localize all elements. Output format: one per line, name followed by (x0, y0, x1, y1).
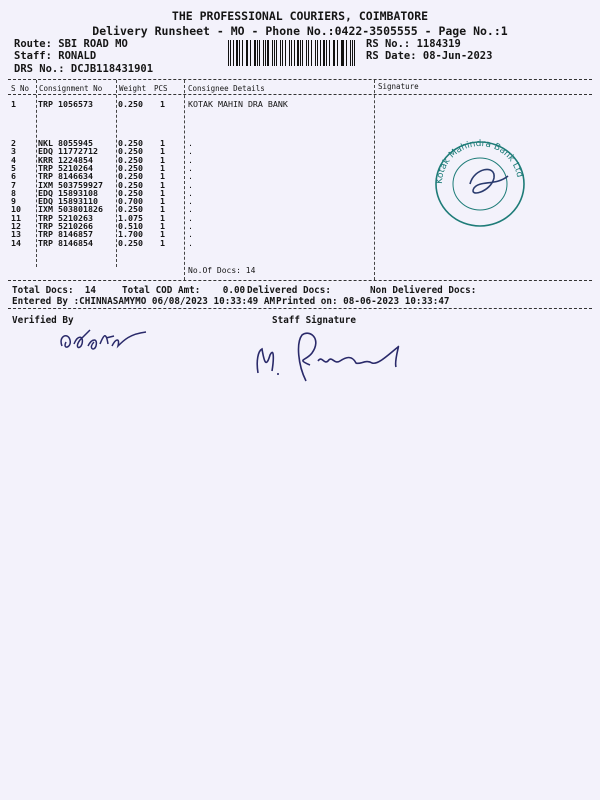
row-weight: 1.700 (118, 229, 143, 240)
stamp-text: Kotak Mahindra Bank Ltd (434, 138, 525, 185)
row-consignment-no: TRP 5210263 (38, 212, 93, 223)
row-consignment-no: TRP 1056573 (38, 99, 93, 109)
row-pcs: 1 (160, 138, 165, 148)
row-consignee-details: . (188, 171, 193, 182)
rs-date: RS Date: 08-Jun-2023 (366, 50, 493, 62)
row-sno: 8 (11, 187, 16, 198)
col-divider (184, 80, 185, 280)
row-consignee-details: . (188, 138, 193, 148)
row-consignment-no: IXM 503759927 (38, 179, 103, 190)
row-sno: 9 (11, 196, 16, 207)
row-weight: 0.250 (118, 204, 143, 215)
row-consignee-details: . (188, 154, 193, 165)
row-consignee-details: . (188, 204, 193, 215)
row-pcs: 1 (160, 146, 165, 157)
row-weight: 0.250 (118, 162, 143, 173)
row-consignee-details: . (188, 187, 193, 198)
rs-number: RS No.: 1184319 (366, 38, 461, 50)
row-pcs: 1 (160, 221, 165, 231)
row-weight: 0.250 (118, 146, 143, 157)
runsheet-subtitle: Delivery Runsheet - MO - Phone No.:0422-3505555 - Page No.:1 (92, 24, 508, 38)
row-consignee-details: . (188, 237, 193, 248)
row-sno: 6 (11, 171, 16, 182)
verifier-signature-icon (54, 320, 154, 360)
svg-text:Kotak Mahindra Bank Ltd (435, 139, 524, 184)
row-consignment-no: TRP 8146634 (38, 171, 93, 182)
row-weight: 1.075 (118, 212, 143, 223)
route-label: Route: SBI ROAD MO (14, 38, 128, 50)
row-consignment-no: EDQ 11772712 (38, 146, 98, 157)
row-pcs: 1 (160, 179, 165, 190)
staff-label: Staff: RONALD (14, 50, 97, 62)
table-top-rule (8, 79, 592, 80)
row-sno: 7 (11, 179, 16, 190)
row-consignee-details: KOTAK MAHIN DRA BANK (188, 99, 288, 109)
header-consignment: Consignment No (39, 84, 103, 93)
col-divider (374, 80, 375, 280)
row-consignee-details: . (188, 179, 193, 190)
row-pcs: 1 (160, 204, 165, 215)
row-sno: 3 (11, 146, 16, 157)
row-pcs: 1 (160, 237, 165, 248)
total-cod: Total COD Amt: 0.00 (122, 285, 246, 296)
delivered-docs: Delivered Docs: (247, 285, 331, 296)
row-pcs: 1 (160, 154, 165, 165)
header-weight: Weight (119, 84, 147, 93)
row-pcs: 1 (160, 187, 165, 198)
header-pcs: PCS (154, 84, 168, 93)
header-consignee: Consignee Details (188, 84, 265, 93)
header-sno: S No (11, 84, 30, 93)
row-consignment-no: EDQ 15893108 (38, 187, 98, 198)
row-sno: 5 (11, 162, 16, 173)
row-sno: 11 (11, 212, 21, 223)
row-consignee-details: . (188, 146, 193, 157)
row-consignment-no: NKL 8055945 (38, 138, 93, 148)
row-weight: 0.250 (118, 187, 143, 198)
row-pcs: 1 (160, 196, 165, 207)
row-weight: 0.250 (118, 237, 143, 248)
row-weight: 0.250 (118, 99, 143, 109)
row-consignment-no: IXM 503801826 (38, 204, 103, 215)
verified-by-label: Verified By (12, 315, 74, 326)
row-pcs: 1 (160, 212, 165, 223)
row-consignee-details: . (188, 162, 193, 173)
row-consignment-no: TRP 5210266 (38, 221, 93, 231)
staff-signature-label: Staff Signature (272, 315, 356, 326)
company-name: THE PROFESSIONAL COURIERS, COIMBATORE (171, 9, 429, 23)
col-divider (116, 80, 117, 267)
row-weight: 0.250 (118, 154, 143, 165)
row-consignment-no: TRP 5210264 (38, 162, 93, 173)
table-header-rule (8, 94, 592, 95)
total-docs: Total Docs: 14 (12, 285, 96, 296)
row-weight: 0.700 (118, 196, 143, 207)
row-consignment-no: TRP 8146854 (38, 237, 93, 248)
staff-signature-icon (248, 325, 408, 390)
barcode (228, 40, 358, 66)
row-weight: 0.510 (118, 221, 143, 231)
row-sno: 2 (11, 138, 16, 148)
entered-by: Entered By :CHINNASAMYMO 06/08/2023 10:33:49 AM (12, 296, 276, 307)
printed-on: Printed on: 08-06-2023 10:33:47 (276, 296, 450, 307)
row-consignee-details: . (188, 196, 193, 207)
row-pcs: 1 (160, 171, 165, 182)
row-sno: 1 (11, 99, 16, 109)
row-sno: 14 (11, 237, 21, 248)
row-consignee-details: . (188, 229, 193, 240)
row-pcs: 1 (160, 229, 165, 240)
row-consignment-no: TRP 8146857 (38, 229, 93, 240)
row-sno: 10 (11, 204, 21, 215)
non-delivered-docs: Non Delivered Docs: (370, 285, 477, 296)
no-of-docs: No.Of Docs: 14 (188, 266, 256, 275)
row-consignee-details: . (188, 221, 193, 231)
row-pcs: 1 (160, 99, 165, 109)
row-consignee-details: . (188, 212, 193, 223)
row-sno: 4 (11, 154, 16, 165)
row-sno: 13 (11, 229, 21, 240)
row-pcs: 1 (160, 162, 165, 173)
row-weight: 0.250 (118, 171, 143, 182)
col-divider (36, 80, 37, 267)
table-bottom-rule (8, 280, 592, 281)
row-weight: 0.250 (118, 179, 143, 190)
header-signature: Signature (378, 82, 419, 91)
row-sno: 12 (11, 221, 21, 231)
row-weight: 0.250 (118, 138, 143, 148)
row-consignment-no: EDQ 15893110 (38, 196, 98, 207)
footer-rule (8, 308, 592, 309)
bank-stamp-icon (428, 138, 532, 230)
drs-number: DRS No.: DCJB118431901 (14, 63, 154, 75)
row-consignment-no: KRR 1224854 (38, 154, 93, 165)
